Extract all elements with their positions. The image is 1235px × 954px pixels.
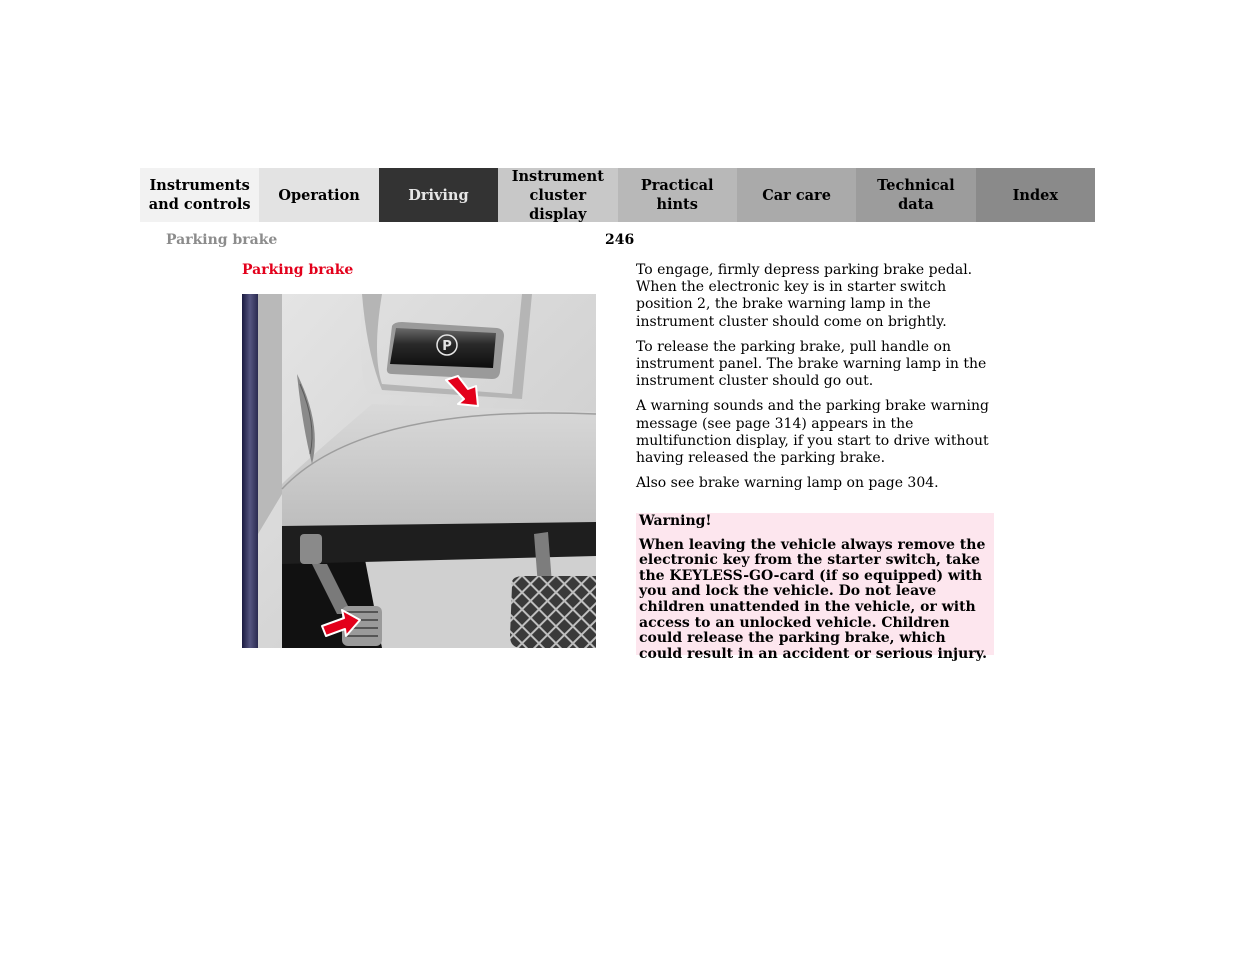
door-pillar	[242, 294, 258, 648]
tab-instruments-and-controls[interactable]	[140, 168, 259, 222]
tab-label: Driving	[408, 186, 469, 204]
tab-label: Instruments and controls	[148, 177, 251, 213]
paragraph-release: To release the parking brake, pull handle on instrument panel. The brake warning lamp in the instrument cluster should go out.	[636, 338, 987, 390]
paragraph-engage: To engage, firmly depress parking brake pedal. When the electronic key is in starter switch position 2, the brake warning lamp in the instrument cluster should come on brightly.	[636, 262, 973, 330]
parking-brake-handle-icon	[387, 322, 504, 379]
tab-label: Instrument cluster display	[511, 167, 604, 223]
tab-label: Car care	[762, 186, 831, 204]
tab-technical-data[interactable]	[856, 168, 975, 222]
tab-label: Practical hints	[640, 177, 714, 213]
tab-driving[interactable]	[379, 168, 498, 222]
instructions	[636, 262, 996, 500]
page-heading: Parking brake	[242, 262, 354, 278]
warning-text: When leaving the vehicle always remove the electronic key from the starter switch, take the KEYLESS-GO-card (if so equipped) with you and lock the vehicle. Do not leave children unattended in the vehicle, or with access to an unlocked vehicle. Children could release the parking brake, which could result in an accident or serious injury.	[639, 536, 988, 662]
chapter-nav	[140, 168, 1095, 222]
paragraph-warning-message: A warning sounds and the parking brake warning message (see page 314) appears in the multifunction display, if you start to drive without having released the parking brake.	[636, 398, 990, 467]
tab-practical-hints[interactable]	[618, 168, 737, 222]
parking-brake-illustration	[242, 294, 596, 648]
tab-label: Operation	[278, 186, 360, 204]
page-number: 246	[605, 232, 635, 248]
parking-symbol: P	[442, 339, 452, 354]
tab-operation[interactable]	[259, 168, 378, 222]
warning-title: Warning!	[639, 513, 712, 529]
tab-label: Technical data	[877, 177, 955, 213]
tab-car-care[interactable]	[737, 168, 856, 222]
paragraph-see-also: Also see brake warning lamp on page 304.	[636, 475, 939, 492]
section-label: Parking brake	[166, 232, 278, 248]
tab-label: Index	[1012, 186, 1058, 204]
tab-instrument-cluster-display[interactable]	[498, 168, 617, 222]
tab-index[interactable]	[976, 168, 1095, 222]
warning-box	[636, 513, 994, 662]
